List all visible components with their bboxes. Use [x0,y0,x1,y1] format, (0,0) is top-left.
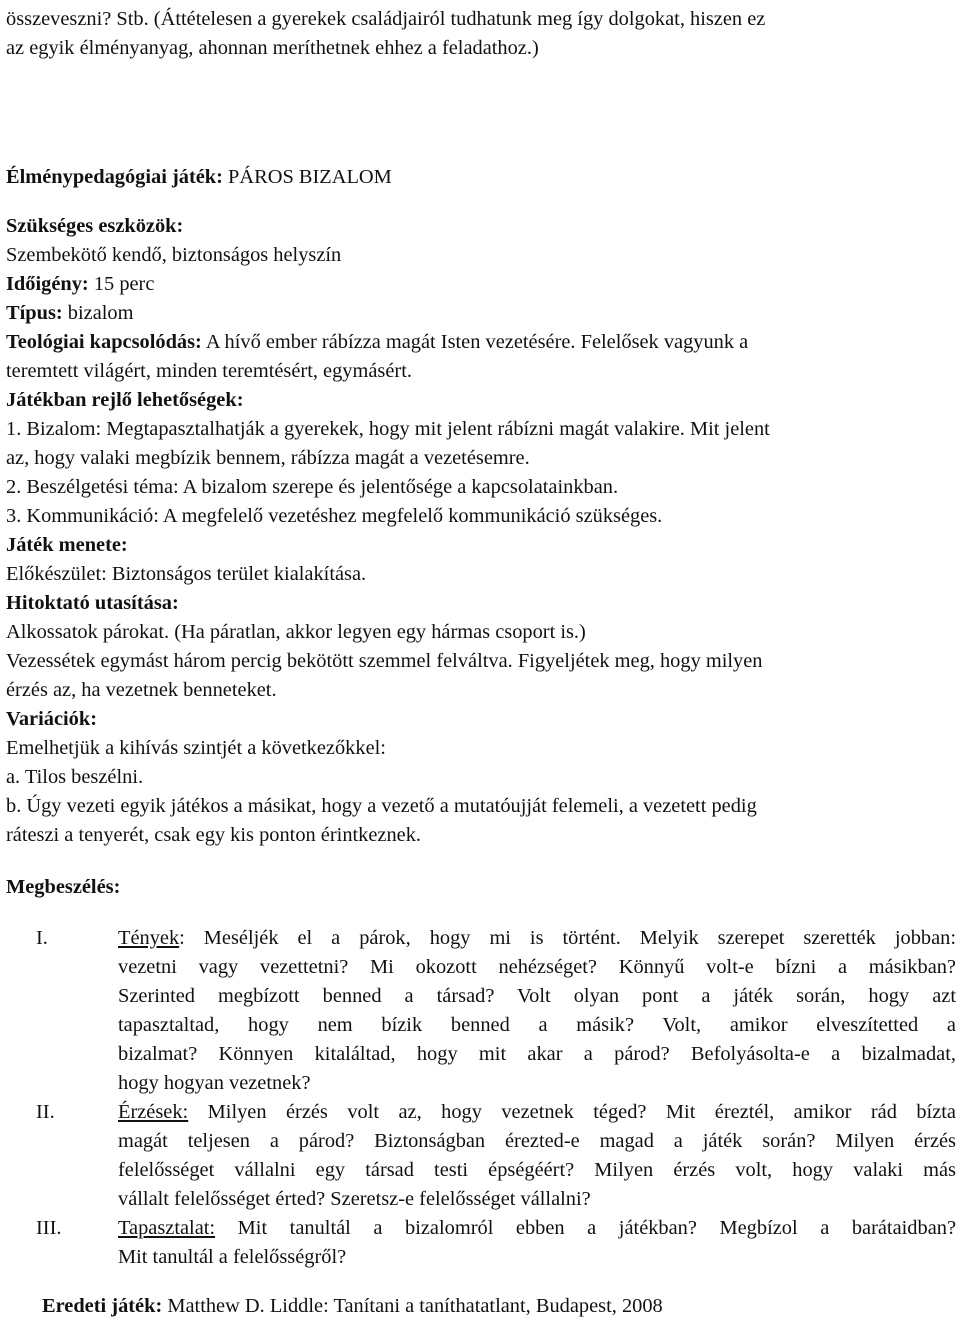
variation-intro: Emelhetjük a kihívás szintjét a következőkkel: [6,737,386,759]
game-title-label: Élménypedagógiai játék: [6,166,223,188]
possibilities-label: Játékban rejlő lehetőségek: [6,389,244,411]
discussion-item-1-line-1: Tények: Meséljék el a párok, hogy mi is történt. Melyik szerepet szerették jobban: [118,927,956,949]
discussion-item-2-line-1: Érzések: Milyen érzés volt az, hogy vezetnek téged? Mit éreztél, amikor rád bízta [118,1101,956,1123]
theology-value-1: A hívő ember rábízza magát Isten vezetésére. Felelősek vagyunk a [205,331,749,353]
theology-value-2: teremtett világért, minden teremtésért, egymásért. [6,360,412,382]
instructor-label: Hitoktató utasítása: [6,592,179,614]
time-value: 15 perc [93,273,155,295]
discussion-item-1-line-5: bizalmat? Könnyen kitaláltad, hogy mit akar a párod? Befolyásolta-e a bizalmadat, [118,1043,956,1065]
game-title-value: PÁROS BIZALOM [228,166,392,188]
type-label: Típus: [6,302,63,324]
discussion-numeral-1: I. [36,927,48,949]
intro-line-2: az egyik élményanyag, ahonnan meríthetnek ehhez a feladathoz.) [6,37,539,59]
theology-row [6,328,748,357]
variations-label: Variációk: [6,708,98,730]
tools-label: Szükséges eszközök: [6,215,184,237]
possibility-2: 2. Beszélgetési téma: A bizalom szerepe és jelentősége a kapcsolatainkban. [6,476,619,498]
discussion-item-1-line-3: Szerinted megbízott benned a társad? Volt olyan pont a játék során, hogy azt [118,985,956,1007]
variation-b-line-2: ráteszi a tenyerét, csak egy kis ponton érintkeznek. [6,824,422,846]
type-row [6,299,133,328]
discussion-item-2-line-2: magát teljesen a párod? Biztonságban érezted-e magad a játék során? Milyen érzés [118,1130,956,1152]
discussion-item-1-line-6: hogy hogyan vezetnek? [118,1072,311,1094]
possibility-1a: 1. Bizalom: Megtapasztalhatják a gyerekek, hogy mit jelent rábízni magát valakire. Mit jelent [6,418,770,440]
discussion-item-2-line-3: felelősséget vállalni egy társad testi épségéért? Milyen érzés volt, hogy valaki más [118,1159,956,1181]
game-title [6,163,392,192]
tools-value: Szembekötő kendő, biztonságos helyszín [6,244,342,266]
discussion-item-3-line-1: Tapasztalat: Mit tanultál a bizalomról ebben a játékban? Megbízol a barátaidban? [118,1217,956,1239]
variation-b-line-1: b. Úgy vezeti egyik játékos a másikat, hogy a vezető a mutatóujját felemeli, a vezetett pedig [6,795,757,817]
variation-a: a. Tilos beszélni. [6,766,144,788]
discussion-numeral-2: II. [36,1101,55,1123]
discussion-item-1-line-4: tapasztaltad, hogy nem bízik benned a másik? Volt, amikor elveszítetted a [118,1014,956,1036]
discussion-heading: Megbeszélés: [6,876,121,898]
discussion-item-2 [118,1098,956,1214]
theology-label: Teológiai kapcsolódás: [6,331,202,353]
discussion-item-1-line-2: vezetni vagy vezettetni? Mi okozott nehézséget? Könnyű volt-e bízni a másikban? [118,956,956,978]
type-value: bizalom [67,302,134,324]
discussion-item-3-line-2: Mit tanultál a felelősségről? [118,1246,347,1268]
discussion-numeral-3: III. [36,1217,62,1239]
discussion-item-2-label: Érzések: [118,1101,189,1123]
discussion-item-1-label: Tények [118,927,180,949]
discussion-item-2-line-4: vállalt felelősséget érted? Szeretsz-e felelősséget vállalni? [118,1188,591,1210]
time-row [6,270,154,299]
possibility-1b: az, hogy valaki megbízik bennem, rábízza magát a vezetésemre. [6,447,530,469]
instruction-1: Alkossatok párokat. (Ha páratlan, akkor legyen egy hármas csoport is.) [6,621,586,643]
source-line [42,1292,663,1321]
prep-text: Előkészület: Biztonságos terület kialakítása. [6,563,367,585]
time-label: Időigény: [6,273,89,295]
source-value: Matthew D. Liddle: Tanítani a taníthatatlant, Budapest, 2008 [167,1295,663,1317]
intro-line-1: összeveszni? Stb. (Áttételesen a gyerekek családjairól tudhatunk meg így dolgokat, hiszen ez [6,8,766,30]
instruction-2a: Vezessétek egymást három percig bekötött szemmel felváltva. Figyeljétek meg, hogy milyen [6,650,763,672]
discussion-item-1 [118,924,956,1098]
discussion-item-3-label: Tapasztalat: [118,1217,216,1239]
flow-label: Játék menete: [6,534,128,556]
discussion-item-3 [118,1214,956,1272]
source-label: Eredeti játék: [42,1295,163,1317]
possibility-3: 3. Kommunikáció: A megfelelő vezetéshez megfelelő kommunikáció szükséges. [6,505,663,527]
instruction-2b: érzés az, ha vezetnek benneteket. [6,679,277,701]
